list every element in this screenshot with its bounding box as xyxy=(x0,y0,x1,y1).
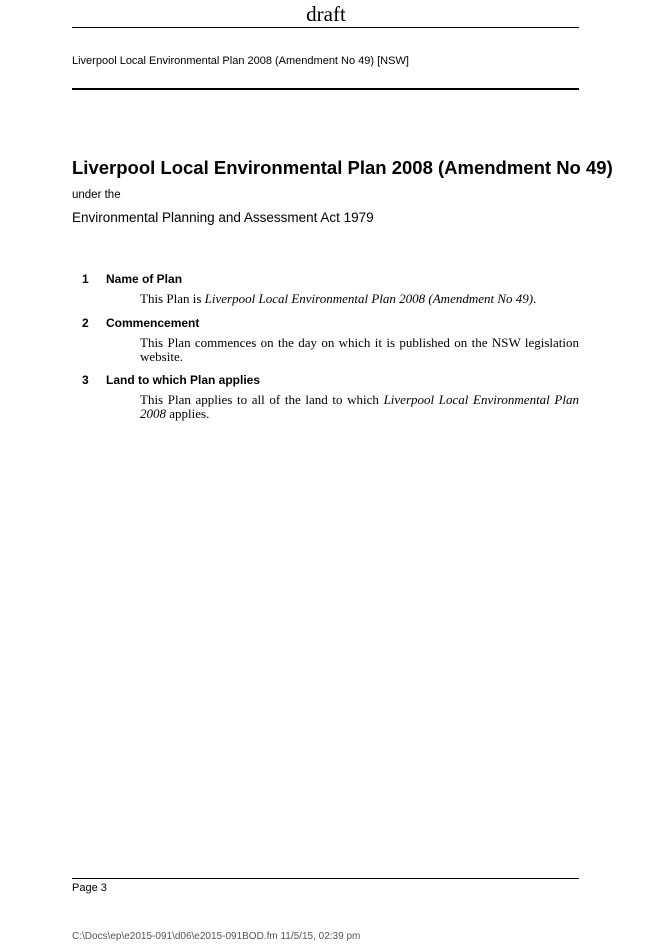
section-heading: Name of Plan xyxy=(106,272,183,286)
footer-divider xyxy=(72,878,579,879)
body-text: This Plan applies to all of the land to which xyxy=(140,392,384,407)
draft-watermark: draft xyxy=(306,2,346,26)
section-number: 3 xyxy=(82,373,89,387)
plan-name-italic: Liverpool Local Environmental Plan 2008 xyxy=(140,392,579,421)
document-title: Liverpool Local Environmental Plan 2008 (Amendment No 49) xyxy=(72,157,613,178)
section-heading: Land to which Plan applies xyxy=(106,373,261,387)
section-body: This Plan commences on the day on which it is published on the NSW legislation website. xyxy=(140,335,579,364)
under-the-text: under the xyxy=(72,189,121,201)
section-body xyxy=(140,393,579,421)
section-heading: Commencement xyxy=(106,316,200,330)
top-divider xyxy=(72,27,579,28)
body-text: . xyxy=(533,291,537,306)
running-header: Liverpool Local Environmental Plan 2008 (Amendment No 49) [NSW] xyxy=(72,55,409,67)
section-body xyxy=(140,292,579,306)
section-number: 1 xyxy=(82,272,89,286)
page-number: Page 3 xyxy=(72,882,107,894)
file-path: C:\Docs\ep\e2015-091\d06\e2015-091BOD.fm 11/5/15, 02:39 pm xyxy=(72,931,361,942)
act-name: Environmental Planning and Assessment Act 1979 xyxy=(72,210,374,225)
body-text: applies. xyxy=(166,406,210,421)
header-divider xyxy=(72,88,579,90)
body-text: This Plan is xyxy=(140,291,205,306)
section-number: 2 xyxy=(82,316,89,330)
plan-name-italic: Liverpool Local Environmental Plan 2008 (Amendment No 49) xyxy=(204,291,534,306)
